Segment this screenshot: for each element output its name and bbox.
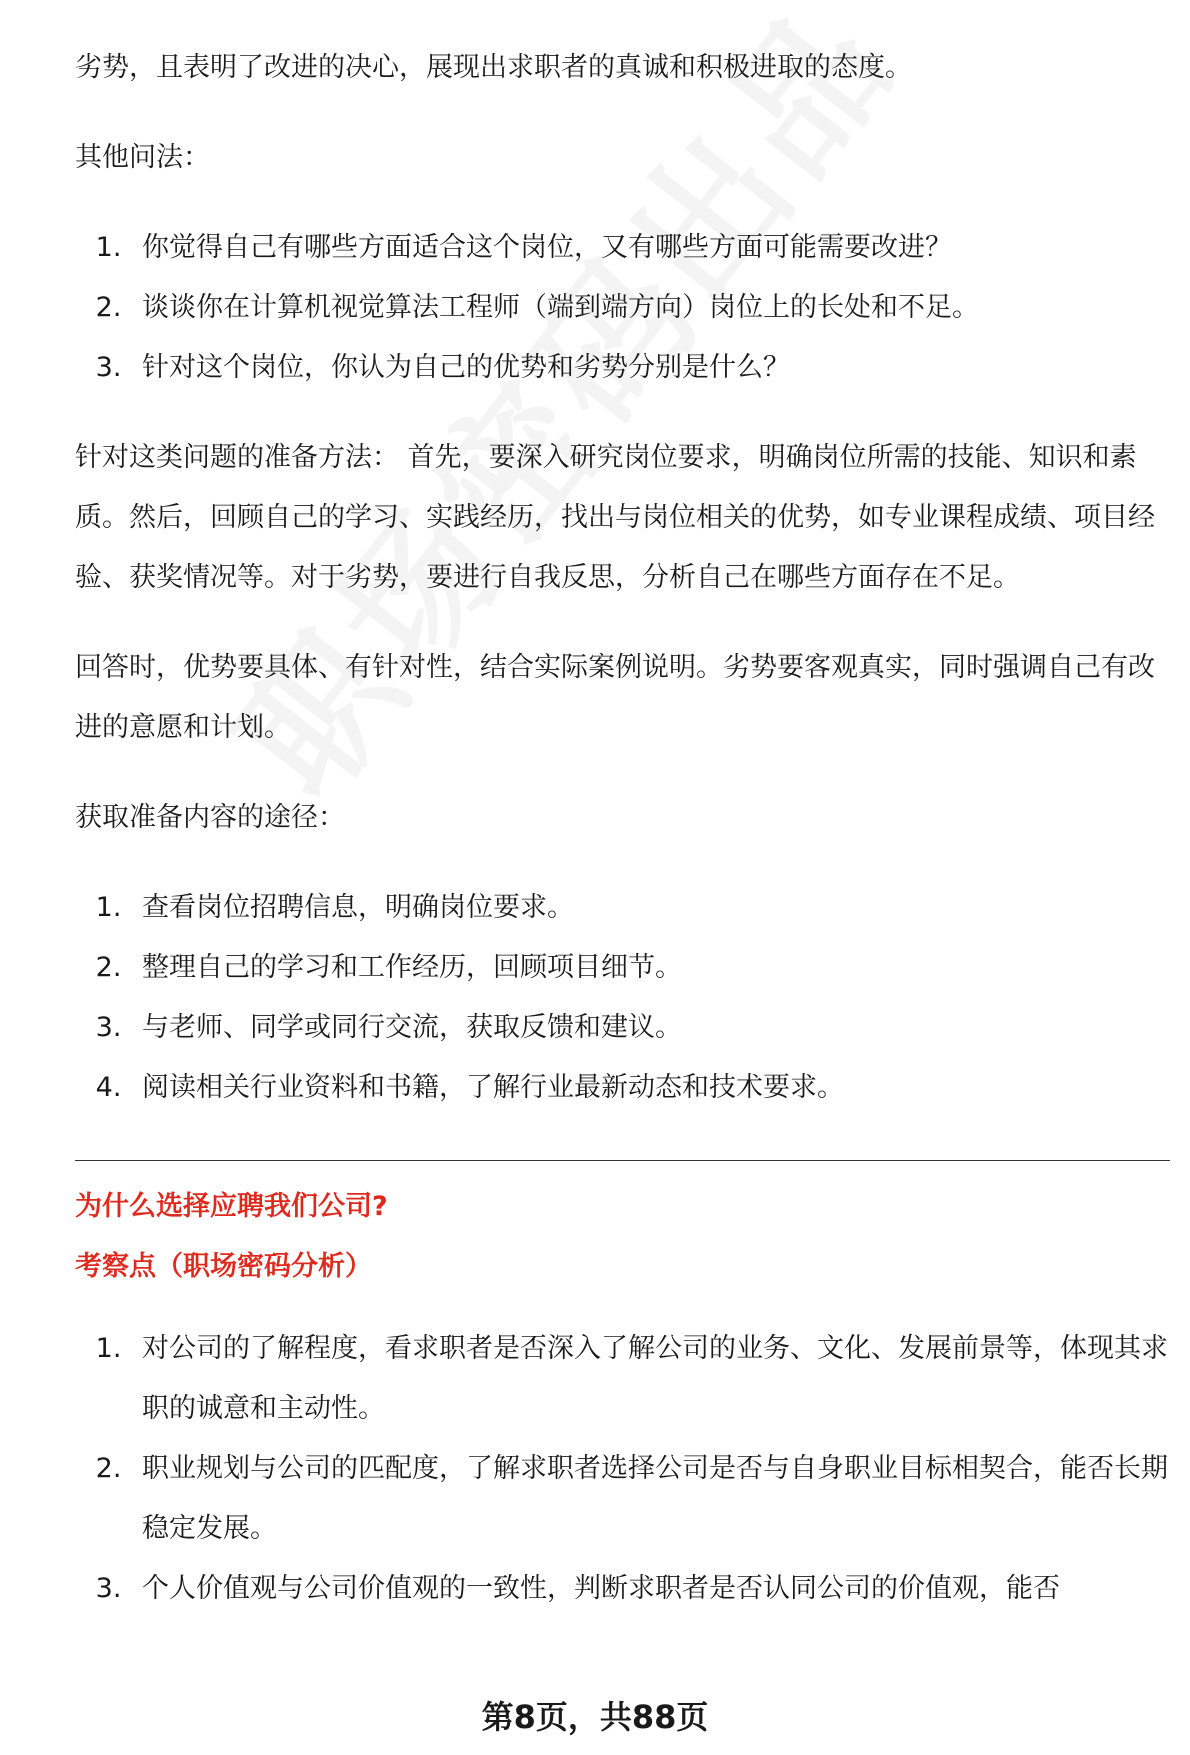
list-item: 3. 与老师、同学或同行交流，获取反馈和建议。	[130, 998, 1170, 1058]
prep-method-paragraph: 针对这类问题的准备方法： 首先，要深入研究岗位要求，明确岗位所需的技能、知识和素质。然后，回顾自己的学习、实践经历，找出与岗位相关的优势，如专业课程成绩、项目经验、获奖情况等。对于劣势，要进行自我反思，分析自己在哪些方面存在不足。	[75, 442, 1155, 593]
assessment-points-list	[75, 1319, 1170, 1619]
document-body	[75, 38, 1170, 1649]
question-subtitle: 考察点（职场密码分析）	[75, 1251, 372, 1282]
sources-list	[75, 878, 1170, 1118]
list-item: 3. 个人价值观与公司价值观的一致性，判断求职者是否认同公司的价值观，能否	[130, 1559, 1170, 1619]
list-item: 2. 谈谈你在计算机视觉算法工程师（端到端方向）岗位上的长处和不足。	[130, 278, 1170, 338]
list-item: 2. 整理自己的学习和工作经历，回顾项目细节。	[130, 938, 1170, 998]
list-item: 1. 对公司的了解程度，看求职者是否深入了解公司的业务、文化、发展前景等，体现其求职的诚意和主动性。	[130, 1319, 1170, 1439]
section-divider	[75, 1160, 1170, 1161]
question-title: 为什么选择应聘我们公司?	[75, 1191, 388, 1222]
list-item: 3. 针对这个岗位，你认为自己的优势和劣势分别是什么？	[130, 338, 1170, 398]
other-questions-list	[75, 218, 1170, 398]
page-number-footer: 第8页，共88页	[481, 1698, 709, 1736]
other-questions-heading: 其他问法：	[75, 142, 210, 173]
list-item: 2. 职业规划与公司的匹配度，了解求职者选择公司是否与自身职业目标相契合，能否长期稳定发展。	[130, 1439, 1170, 1559]
list-item: 1. 查看岗位招聘信息，明确岗位要求。	[130, 878, 1170, 938]
intro-paragraph: 劣势，且表明了改进的决心，展现出求职者的真诚和积极进取的态度。	[75, 52, 912, 83]
sources-heading: 获取准备内容的途径：	[75, 802, 345, 833]
list-item: 1. 你觉得自己有哪些方面适合这个岗位，又有哪些方面可能需要改进？	[130, 218, 1170, 278]
list-item: 4. 阅读相关行业资料和书籍，了解行业最新动态和技术要求。	[130, 1058, 1170, 1118]
answer-tip-paragraph: 回答时，优势要具体、有针对性，结合实际案例说明。劣势要客观真实，同时强调自己有改进的意愿和计划。	[75, 652, 1155, 743]
